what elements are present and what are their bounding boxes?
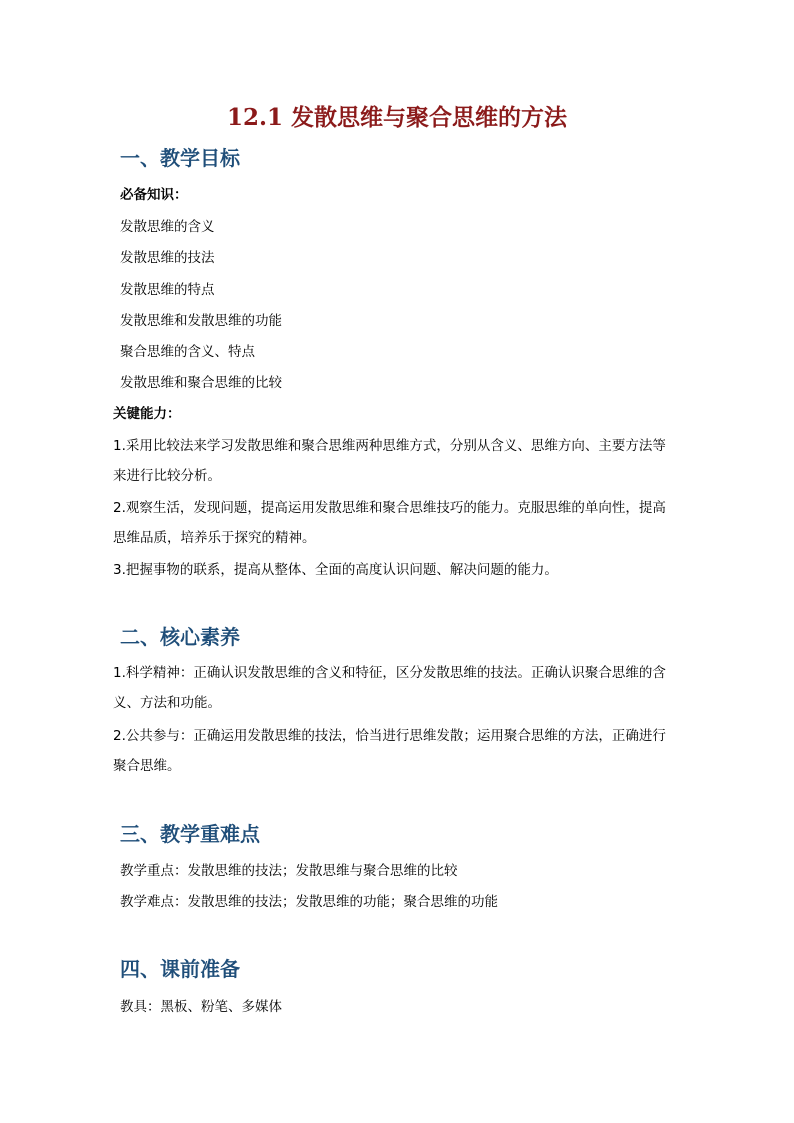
ability-label: 关键能力：: [113, 406, 181, 422]
key-point-item: 教学重点：发散思维的技法；发散思维与聚合思维的比较: [120, 863, 458, 879]
knowledge-item: 发散思维的特点: [120, 282, 215, 298]
section-heading-key-points: 三、教学重难点: [120, 822, 260, 846]
document-title: 12.1 发散思维与聚合思维的方法: [226, 104, 568, 131]
key-point-item: 教学难点：发散思维的技法；发散思维的功能；聚合思维的功能: [120, 894, 498, 910]
ability-item: 1.采用比较法来学习发散思维和聚合思维两种思维方式，分别从含义、思维方向、主要方法等来进行比较分析。: [113, 438, 666, 484]
knowledge-item: 聚合思维的含义、特点: [120, 344, 255, 360]
ability-item: 3.把握事物的联系，提高从整体、全面的高度认识问题、解决问题的能力。: [113, 562, 558, 578]
knowledge-item: 发散思维的技法: [120, 250, 215, 266]
literacy-item: 2.公共参与：正确运用发散思维的技法，恰当进行思维发散；运用聚合思维的方法，正确进行聚合思维。: [113, 728, 666, 774]
knowledge-item: 发散思维和发散思维的功能: [120, 313, 282, 329]
section-heading-preparation: 四、课前准备: [120, 957, 240, 981]
literacy-item: 1.科学精神：正确认识发散思维的含义和特征，区分发散思维的技法。正确认识聚合思维的含义、方法和功能。: [113, 665, 666, 711]
section-heading-core-literacy: 二、核心素养: [120, 625, 240, 649]
preparation-item: 教具：黑板、粉笔、多媒体: [120, 999, 282, 1015]
knowledge-label: 必备知识：: [120, 187, 188, 203]
knowledge-item: 发散思维的含义: [120, 219, 215, 235]
knowledge-item: 发散思维和聚合思维的比较: [120, 375, 282, 391]
section-heading-teaching-goals: 一、教学目标: [120, 146, 240, 170]
ability-item: 2.观察生活，发现问题，提高运用发散思维和聚合思维技巧的能力。克服思维的单向性，提高思维品质，培养乐于探究的精神。: [113, 500, 666, 546]
